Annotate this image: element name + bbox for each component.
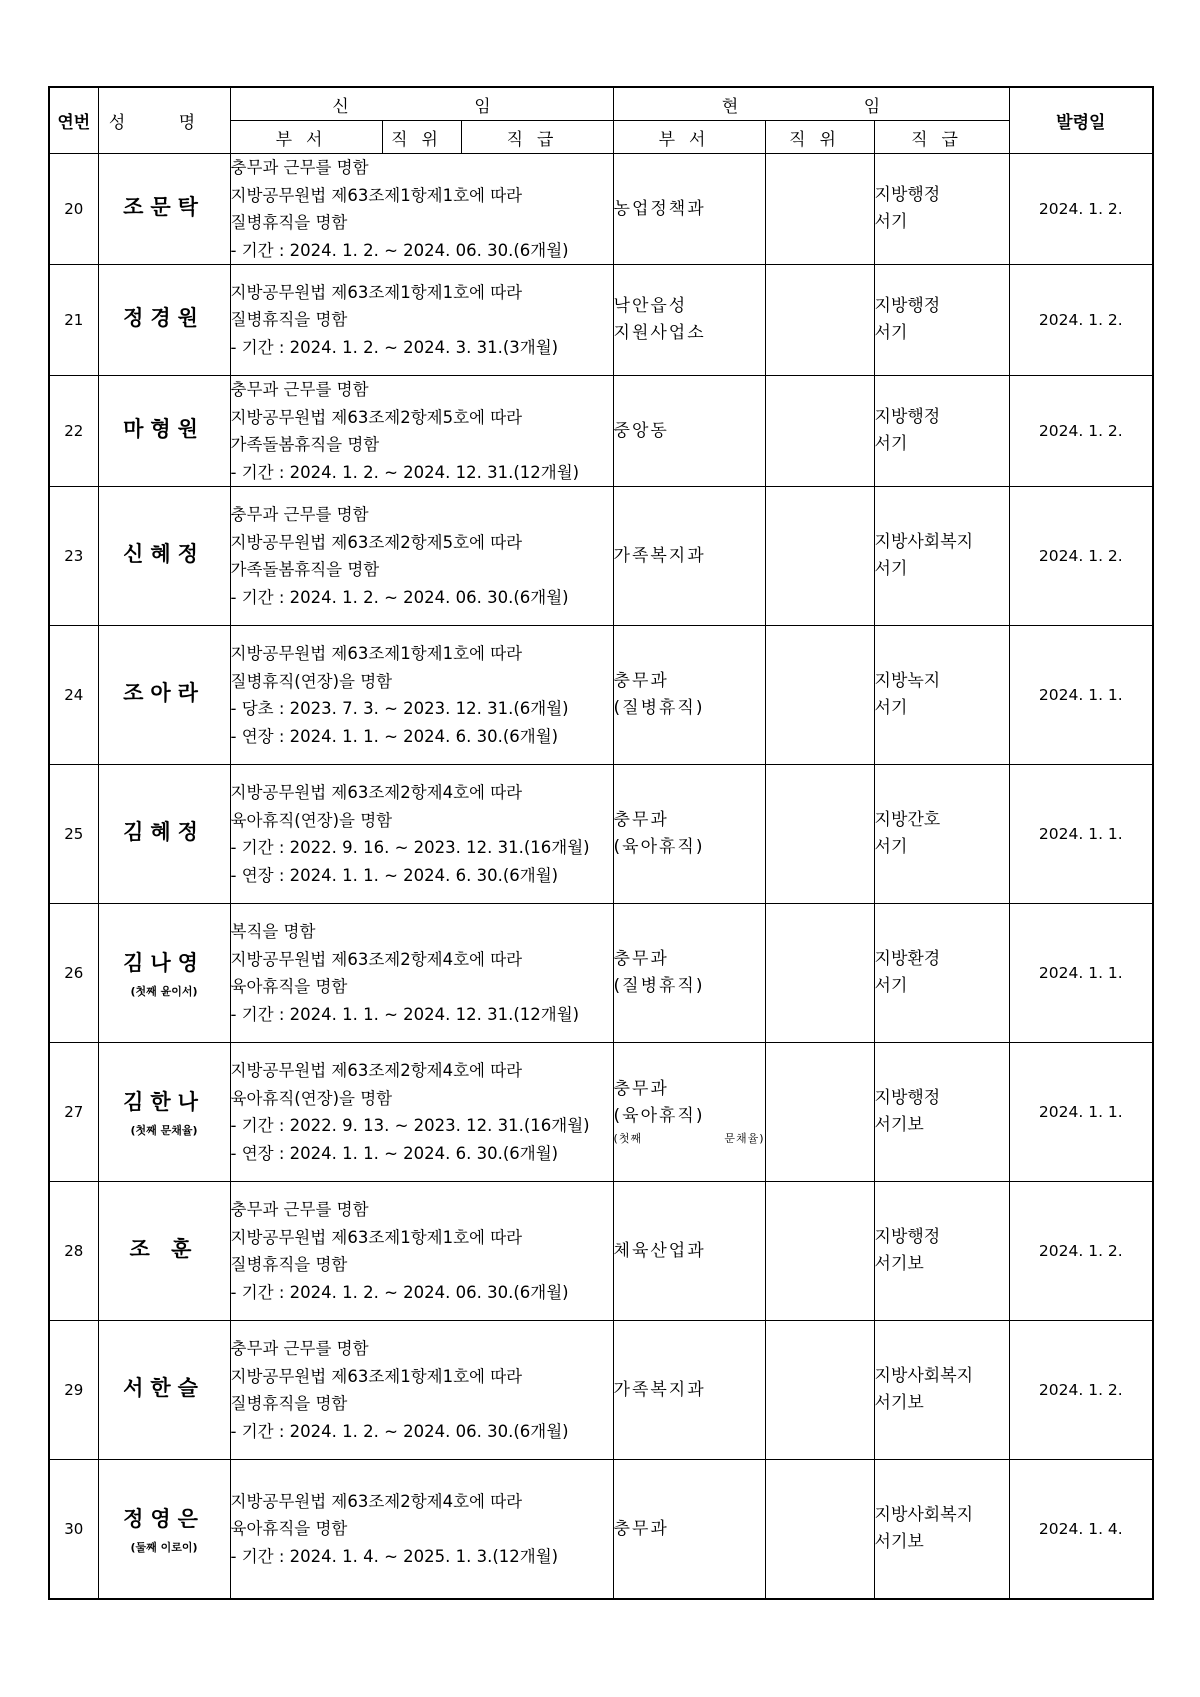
description-line: 복직을 명함 [230, 922, 316, 941]
description-line: - 연장 : 2024. 1. 1. ~ 2024. 6. 30.(6개월) [230, 726, 559, 746]
current-department [613, 626, 765, 765]
grade-line: 지방환경 [874, 949, 941, 969]
current-department [613, 904, 765, 1043]
department-line: 가족복지과 [613, 1379, 706, 1400]
person-name-cell [98, 904, 230, 1043]
person-name: 조 훈 [129, 1237, 199, 1261]
current-position [765, 1460, 874, 1600]
department-line: (질병휴직) [613, 976, 705, 996]
table-row [49, 626, 1153, 765]
row-number: 20 [49, 154, 98, 265]
person-name-note: (첫째 윤이서) [130, 985, 198, 998]
grade-line: 서기 [874, 559, 908, 579]
description-line: - 기간 : 2022. 9. 13. ~ 2023. 12. 31.(16개월) [230, 1116, 590, 1135]
description-line: 지방공무원법 제63조제2항제4호에 따라 [230, 1491, 523, 1511]
current-department [613, 154, 765, 265]
department-note: (첫째 문채율) [613, 1132, 765, 1145]
person-name: 김혜정 [123, 820, 205, 844]
grade-line: 서기보 [874, 1254, 924, 1274]
current-department [613, 265, 765, 376]
description-line: - 연장 : 2024. 1. 1. ~ 2024. 6. 30.(6개월) [230, 1143, 559, 1163]
grade-line: 지방행정 [874, 1227, 941, 1247]
description-line: - 기간 : 2022. 9. 16. ~ 2023. 12. 31.(16개월) [230, 838, 590, 857]
person-name-note: (첫째 문채율) [130, 1124, 198, 1137]
description-line: 질병휴직을 명함 [230, 1255, 348, 1274]
header-cur-grade: 직급 [874, 121, 1009, 154]
row-number: 27 [49, 1043, 98, 1182]
current-grade [874, 487, 1009, 626]
description-line: 지방공무원법 제63조제1항제1호에 따라 [230, 1366, 523, 1386]
header-current-group: 현 임 [613, 87, 1009, 121]
description-line: 충무과 근무를 명함 [230, 158, 369, 177]
description-line: - 기간 : 2024. 1. 1. ~ 2024. 12. 31.(12개월) [230, 1004, 580, 1024]
current-department [613, 1182, 765, 1321]
grade-line: 서기 [874, 976, 908, 996]
current-position [765, 1321, 874, 1460]
grade-line: 지방사회복지 [874, 1505, 974, 1525]
person-name: 정영은 [123, 1507, 205, 1531]
description-line: 질병휴직을 명함 [230, 213, 348, 232]
new-appointment-description [230, 1460, 613, 1600]
description-line: 충무과 근무를 명함 [230, 380, 369, 399]
new-appointment-description [230, 265, 613, 376]
description-line: 질병휴직(연장)을 명함 [230, 671, 393, 691]
person-name-cell [98, 1043, 230, 1182]
description-line: - 기간 : 2024. 1. 4. ~ 2025. 1. 3.(12개월) [230, 1546, 559, 1566]
person-name: 신혜정 [123, 542, 205, 566]
table-row [49, 1460, 1153, 1600]
grade-line: 서기 [874, 837, 908, 857]
grade-line: 지방행정 [874, 1088, 941, 1108]
header-name-label: 성 명 [108, 113, 220, 133]
current-position [765, 154, 874, 265]
grade-line: 서기 [874, 323, 908, 343]
description-line: 충무과 근무를 명함 [230, 505, 369, 524]
new-appointment-description [230, 487, 613, 626]
table-row [49, 1321, 1153, 1460]
grade-line: 지방사회복지 [874, 532, 974, 552]
grade-line: 서기 [874, 698, 908, 718]
description-line: - 기간 : 2024. 1. 2. ~ 2024. 06. 30.(6개월) [230, 1282, 569, 1302]
current-department [613, 765, 765, 904]
new-appointment-description [230, 1182, 613, 1321]
row-number: 23 [49, 487, 98, 626]
row-number: 25 [49, 765, 98, 904]
department-line: 체육산업과 [613, 1240, 706, 1261]
current-grade [874, 1043, 1009, 1182]
description-line: 육아휴직을 명함 [230, 1519, 348, 1539]
grade-line: 서기보 [874, 1393, 924, 1413]
description-line: 육아휴직을 명함 [230, 977, 348, 996]
table-row [49, 265, 1153, 376]
description-line: 질병휴직을 명함 [230, 310, 348, 330]
current-department [613, 1321, 765, 1460]
row-number: 26 [49, 904, 98, 1043]
current-position [765, 1043, 874, 1182]
department-line: 농업정책과 [613, 198, 706, 219]
row-number: 21 [49, 265, 98, 376]
header-cur-dept: 부서 [613, 121, 765, 154]
description-line: 가족돌봄휴직을 명함 [230, 560, 380, 579]
table-row [49, 904, 1153, 1043]
current-position [765, 765, 874, 904]
current-grade [874, 1321, 1009, 1460]
department-line: 충무과 [613, 949, 669, 969]
row-number: 30 [49, 1460, 98, 1600]
current-grade [874, 265, 1009, 376]
table-row [49, 154, 1153, 265]
appointment-date: 2024. 1. 1. [1009, 765, 1153, 904]
person-name-cell [98, 1182, 230, 1321]
grade-line: 서기보 [874, 1115, 924, 1135]
current-department [613, 1043, 765, 1182]
department-line: 충무과 [613, 671, 669, 691]
person-name: 조문탁 [123, 195, 205, 219]
description-line: 지방공무원법 제63조제2항제4호에 따라 [230, 1061, 523, 1080]
description-line: 지방공무원법 제63조제1항제1호에 따라 [230, 282, 523, 302]
current-position [765, 376, 874, 487]
current-grade [874, 1460, 1009, 1600]
description-line: 지방공무원법 제63조제1항제1호에 따라 [230, 644, 523, 663]
description-line: 지방공무원법 제63조제2항제4호에 따라 [230, 949, 523, 969]
description-line: 지방공무원법 제63조제2항제5호에 따라 [230, 532, 523, 552]
grade-line: 지방행정 [874, 185, 941, 205]
description-line: 육아휴직(연장)을 명함 [230, 810, 393, 830]
description-line: 육아휴직(연장)을 명함 [230, 1088, 393, 1108]
roster-body [49, 154, 1153, 1600]
appointment-table [48, 86, 1154, 1600]
department-line: 충무과 [613, 810, 669, 830]
current-position [765, 265, 874, 376]
appointment-date: 2024. 1. 2. [1009, 1182, 1153, 1321]
header-new-position: 직위 [382, 121, 461, 154]
person-name: 김나영 [123, 951, 205, 975]
description-line: - 기간 : 2024. 1. 2. ~ 2024. 06. 30.(6개월) [230, 1421, 569, 1441]
appointment-date: 2024. 1. 2. [1009, 265, 1153, 376]
person-name-cell [98, 487, 230, 626]
department-line: 중앙동 [613, 420, 669, 441]
person-name-note: (둘째 이로이) [130, 1541, 198, 1554]
new-appointment-description [230, 904, 613, 1043]
table-row [49, 1182, 1153, 1321]
department-line: 충무과 [613, 1518, 669, 1539]
person-name: 마형원 [123, 417, 205, 441]
person-name-cell [98, 154, 230, 265]
description-line: - 기간 : 2024. 1. 2. ~ 2024. 12. 31.(12개월) [230, 462, 580, 482]
person-name-cell [98, 626, 230, 765]
current-grade [874, 765, 1009, 904]
description-line: - 기간 : 2024. 1. 2. ~ 2024. 06. 30.(6개월) [230, 587, 569, 607]
department-line: (육아휴직) [613, 837, 705, 857]
description-line: 충무과 근무를 명함 [230, 1200, 369, 1219]
grade-line: 지방행정 [874, 296, 941, 316]
current-grade [874, 376, 1009, 487]
table-row [49, 765, 1153, 904]
department-line: (육아휴직) [613, 1106, 705, 1126]
current-position [765, 626, 874, 765]
current-position [765, 487, 874, 626]
current-position [765, 904, 874, 1043]
header-no: 연번 [49, 87, 98, 154]
grade-line: 지방행정 [874, 407, 941, 427]
new-appointment-description [230, 626, 613, 765]
department-line: 지원사업소 [613, 323, 706, 343]
current-grade [874, 154, 1009, 265]
grade-line: 서기 [874, 212, 908, 232]
grade-line: 지방사회복지 [874, 1366, 974, 1386]
appointment-date: 2024. 1. 2. [1009, 1321, 1153, 1460]
person-name-cell [98, 265, 230, 376]
current-department [613, 1460, 765, 1600]
table-row [49, 376, 1153, 487]
grade-line: 서기 [874, 434, 908, 454]
table-row [49, 487, 1153, 626]
appointment-date: 2024. 1. 1. [1009, 626, 1153, 765]
grade-line: 지방간호 [874, 810, 941, 830]
new-appointment-description [230, 154, 613, 265]
description-line: 지방공무원법 제63조제2항제5호에 따라 [230, 407, 523, 427]
description-line: - 기간 : 2024. 1. 2. ~ 2024. 06. 30.(6개월) [230, 240, 569, 260]
new-appointment-description [230, 1321, 613, 1460]
person-name: 조아라 [123, 681, 205, 705]
row-number: 22 [49, 376, 98, 487]
description-line: 지방공무원법 제63조제2항제4호에 따라 [230, 783, 523, 802]
current-grade [874, 626, 1009, 765]
person-name-cell [98, 376, 230, 487]
description-line: 가족돌봄휴직을 명함 [230, 435, 380, 454]
person-name: 정경원 [123, 306, 205, 330]
header-new-dept: 부서 [230, 121, 382, 154]
person-name-cell [98, 1321, 230, 1460]
appointment-date: 2024. 1. 2. [1009, 154, 1153, 265]
description-line: 지방공무원법 제63조제1항제1호에 따라 [230, 185, 523, 205]
description-line: - 기간 : 2024. 1. 2. ~ 2024. 3. 31.(3개월) [230, 337, 559, 357]
current-grade [874, 904, 1009, 1043]
row-number: 24 [49, 626, 98, 765]
row-number: 28 [49, 1182, 98, 1321]
new-appointment-description [230, 1043, 613, 1182]
department-line: 충무과 [613, 1079, 669, 1099]
current-department [613, 487, 765, 626]
current-department [613, 376, 765, 487]
person-name-cell [98, 1460, 230, 1600]
appointment-date: 2024. 1. 1. [1009, 904, 1153, 1043]
row-number: 29 [49, 1321, 98, 1460]
header-new-grade: 직급 [461, 121, 613, 154]
description-line: - 연장 : 2024. 1. 1. ~ 2024. 6. 30.(6개월) [230, 865, 559, 885]
description-line: - 당초 : 2023. 7. 3. ~ 2023. 12. 31.(6개월) [230, 699, 569, 718]
appointment-date: 2024. 1. 2. [1009, 487, 1153, 626]
description-line: 충무과 근무를 명함 [230, 1339, 369, 1358]
description-line: 지방공무원법 제63조제1항제1호에 따라 [230, 1227, 523, 1247]
person-name: 김한나 [123, 1090, 205, 1114]
grade-line: 서기보 [874, 1532, 924, 1552]
appointment-date: 2024. 1. 2. [1009, 376, 1153, 487]
appointment-date: 2024. 1. 4. [1009, 1460, 1153, 1600]
new-appointment-description [230, 765, 613, 904]
person-name-cell [98, 765, 230, 904]
person-name: 서한슬 [123, 1376, 205, 1400]
current-grade [874, 1182, 1009, 1321]
department-line: (질병휴직) [613, 698, 705, 718]
header-new-group: 신 임 [230, 87, 613, 121]
table-row [49, 1043, 1153, 1182]
description-line: 질병휴직을 명함 [230, 1394, 348, 1413]
department-line: 낙안읍성 [613, 296, 688, 316]
header-name [98, 87, 230, 154]
header-cur-position: 직위 [765, 121, 874, 154]
appointment-date: 2024. 1. 1. [1009, 1043, 1153, 1182]
header-date: 발령일 [1009, 87, 1153, 154]
new-appointment-description [230, 376, 613, 487]
grade-line: 지방녹지 [874, 671, 941, 691]
department-line: 가족복지과 [613, 545, 706, 566]
current-position [765, 1182, 874, 1321]
